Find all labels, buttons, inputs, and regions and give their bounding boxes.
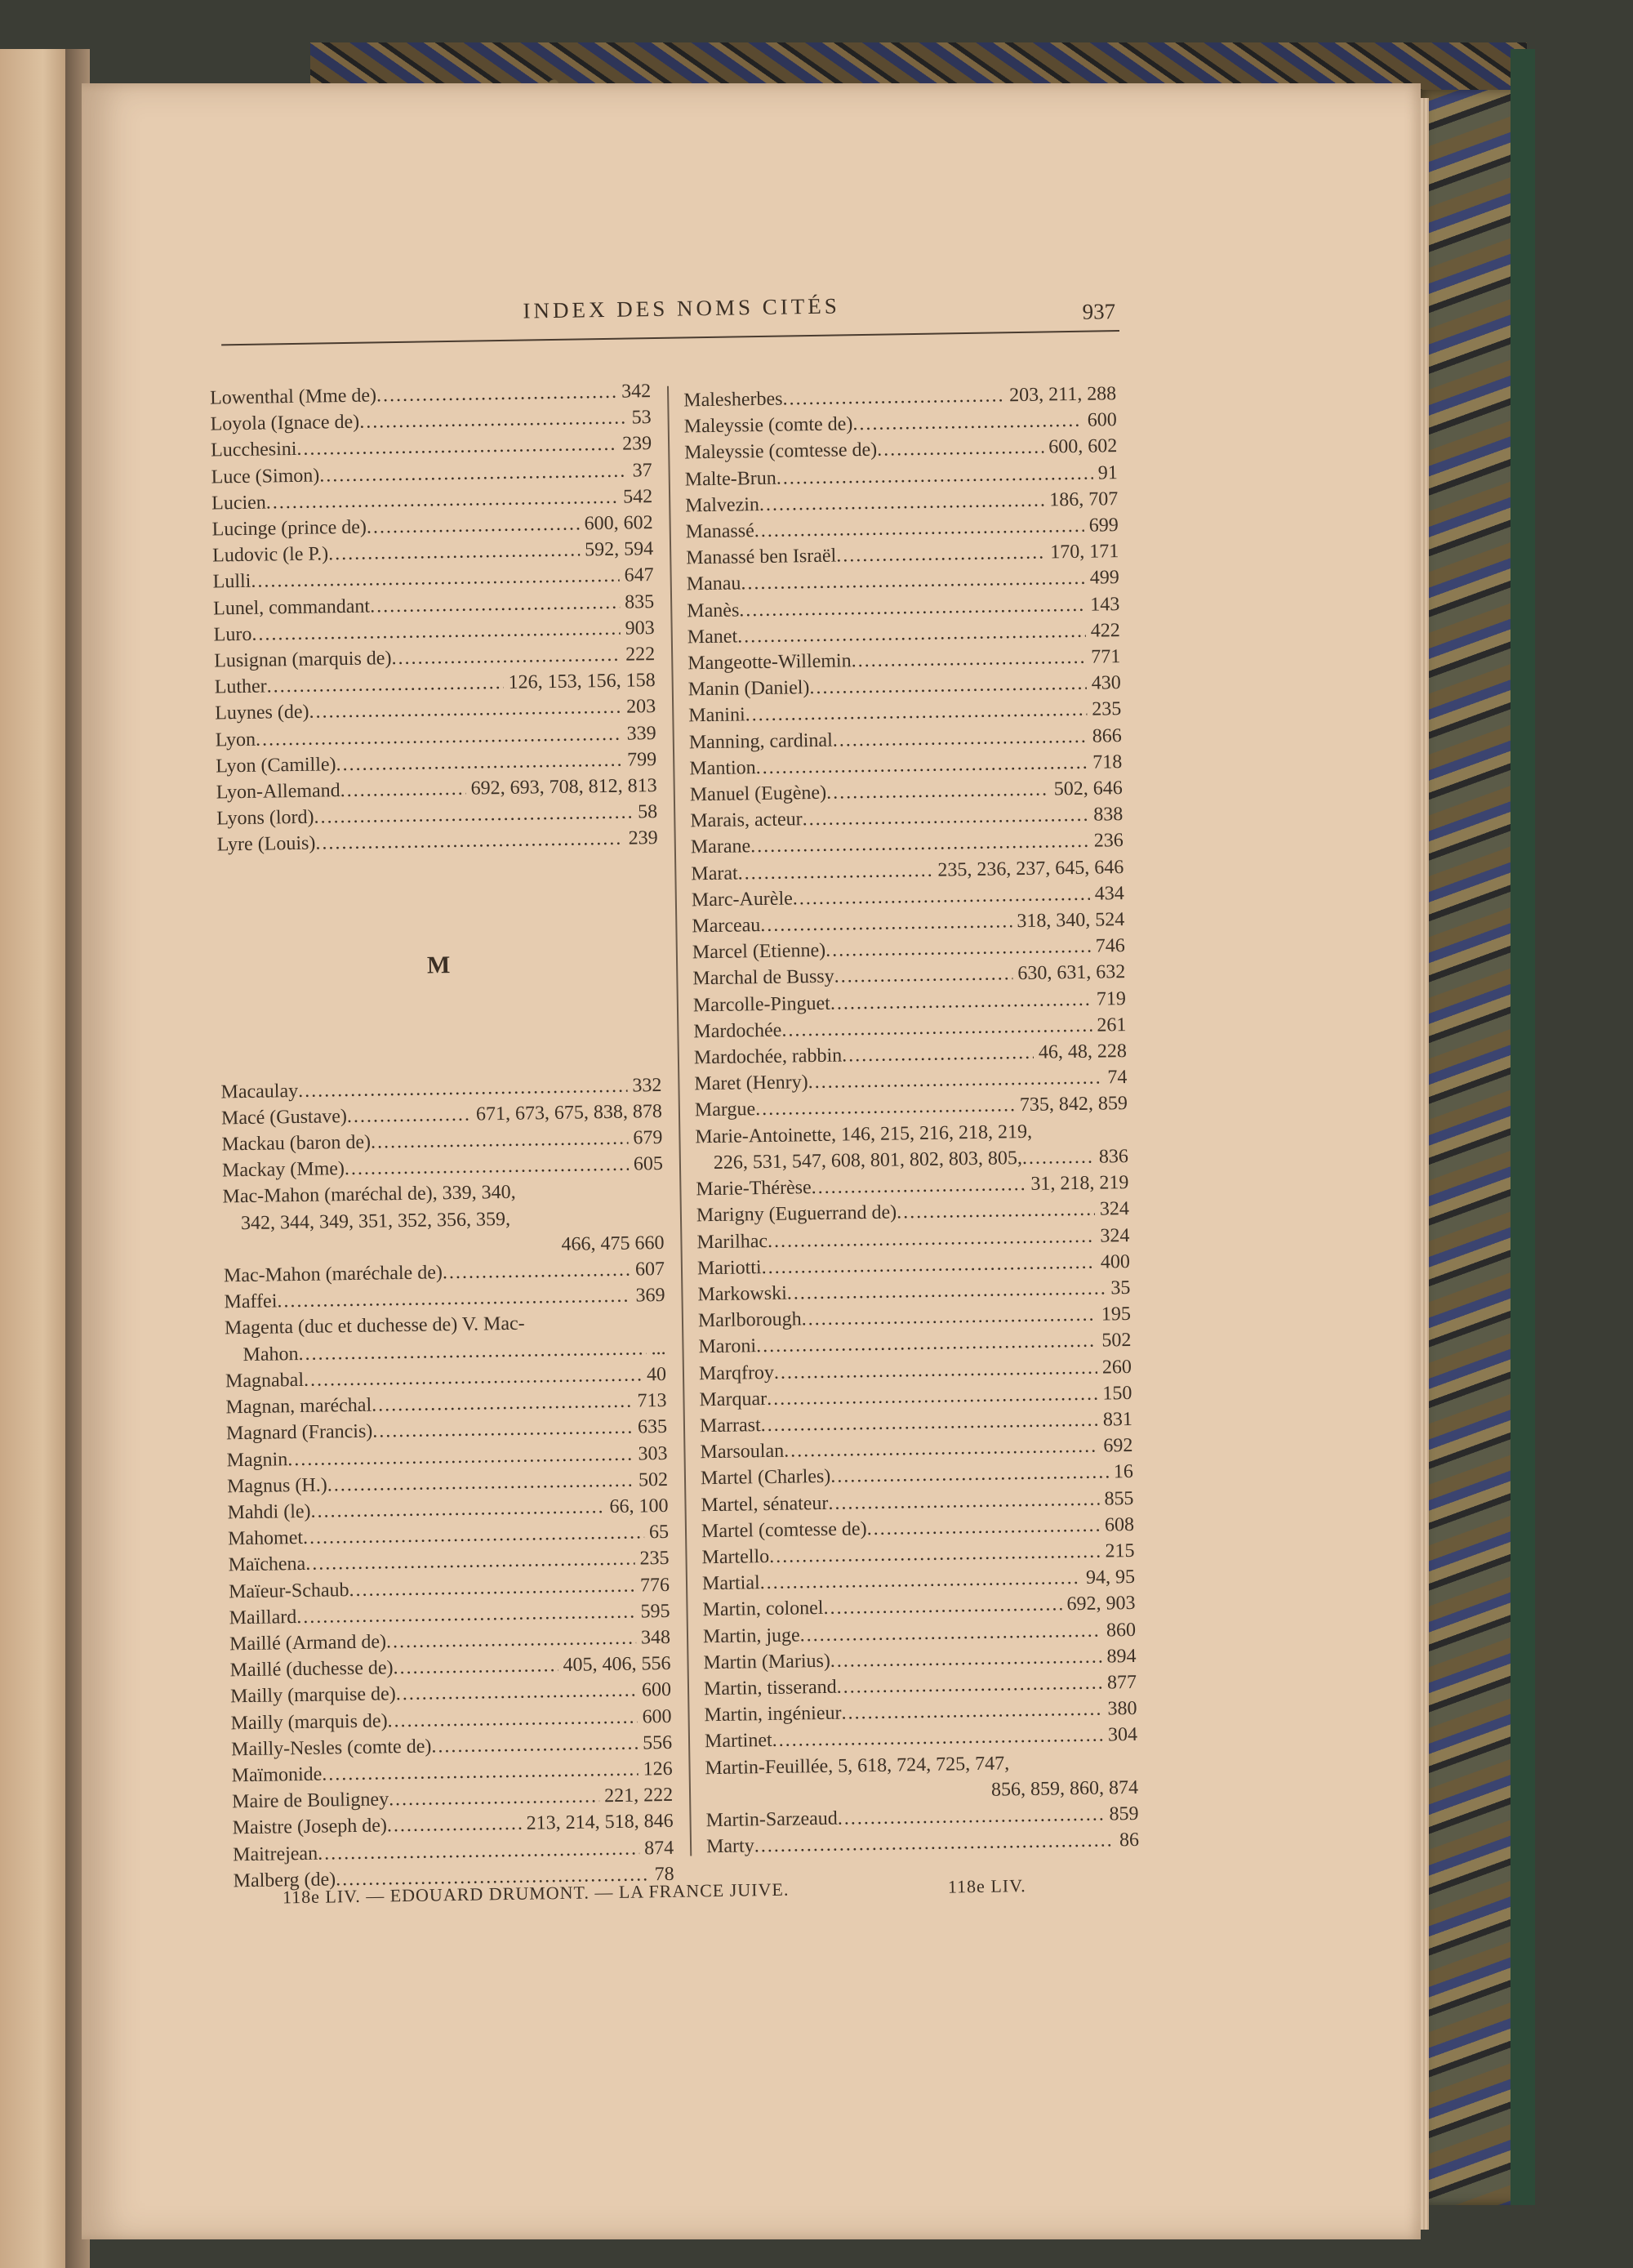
entry-name: Markowski xyxy=(697,1282,787,1306)
entry-name: Martin, ingénieur xyxy=(704,1702,842,1727)
entry-pages: 380 xyxy=(1107,1698,1137,1720)
entry-pages: 239 xyxy=(628,827,658,850)
entry-name: Mackau (baron de) xyxy=(221,1131,372,1156)
entry-pages: 735, 842, 859 xyxy=(1019,1093,1128,1116)
entry-pages: 303 xyxy=(638,1442,668,1464)
entry-name: Luro xyxy=(213,623,252,646)
entry-pages: 874 xyxy=(1108,1776,1139,1799)
entry-pages: 65 xyxy=(648,1522,670,1544)
entry-name: Lyon xyxy=(215,729,256,751)
leader-dots xyxy=(1022,1144,1094,1172)
entry-pages: 66, 100 xyxy=(609,1495,669,1517)
entry-name: Marc-Aurèle xyxy=(691,888,794,911)
entry-pages: 422 xyxy=(1090,619,1120,642)
entry-name: Martial xyxy=(701,1572,760,1595)
leader-dots xyxy=(372,1388,633,1419)
leader-dots xyxy=(372,1415,633,1445)
entry-pages: 35 xyxy=(1110,1277,1131,1299)
entry-name: Malte-Brun xyxy=(684,467,776,491)
entry-pages: 304 xyxy=(1107,1724,1138,1746)
entry-pages: 556 xyxy=(642,1731,673,1754)
entry-pages: 635 xyxy=(637,1416,668,1438)
entry-name: Magenta (duc et duchesse de) V. Mac- xyxy=(224,1313,525,1339)
entry-pages: 671, 673, 675, 838, 878 xyxy=(475,1100,663,1125)
entry-pages: 502 xyxy=(638,1468,669,1491)
leader-dots xyxy=(277,1283,631,1315)
right-column-entries xyxy=(683,381,1139,1860)
entry-name: Maitrejean xyxy=(232,1842,318,1865)
entry-pages: 605 xyxy=(633,1153,664,1175)
entry-pages: 647 xyxy=(624,564,654,587)
entry-pages: 679 xyxy=(633,1127,663,1149)
entry-name: Lowenthal (Mme de) xyxy=(209,385,377,409)
entry-pages: 239 xyxy=(621,433,652,456)
entry-pages: 718 xyxy=(1092,751,1123,773)
entry-pages: 600, 602 xyxy=(584,512,653,535)
entry-pages: 600, 602 xyxy=(1048,435,1118,458)
leader-dots xyxy=(737,857,932,886)
entry-name: Malberg (de) xyxy=(233,1869,336,1892)
entry-name: Martello xyxy=(701,1545,770,1569)
entry-name: Lucchesini xyxy=(210,439,297,461)
entry-pages: 600 xyxy=(1087,409,1117,431)
entry-name: Marlborough xyxy=(697,1308,802,1332)
entry-name: Malvezin xyxy=(685,493,760,517)
entry-pages: 903 xyxy=(625,617,655,639)
entry-name: 342, 344, 349, 351, 352, 356, 359, xyxy=(240,1208,511,1234)
entry-pages: 94, 95 xyxy=(1085,1566,1136,1589)
entry-pages: 235, 236, 237, 645, 646 xyxy=(937,856,1124,881)
entry-name: Marat xyxy=(691,862,738,885)
entry-name: Magnus (H.) xyxy=(226,1474,327,1498)
entry-pages: 236 xyxy=(1093,830,1124,853)
entry-pages: 91 xyxy=(1097,461,1118,484)
entry-pages: 771 xyxy=(1091,646,1121,668)
entry-pages: 776 xyxy=(639,1574,670,1596)
leader-dots xyxy=(830,1643,1102,1673)
entry-name: Lucien xyxy=(211,492,267,515)
entry-name: Manau xyxy=(686,573,741,595)
entry-name: 856, 859, 860, xyxy=(990,1777,1105,1801)
entry-pages: 838 xyxy=(1093,804,1124,826)
entry-name: Maleyssie (comtesse de) xyxy=(684,439,878,464)
entry-name: Marceau xyxy=(692,915,761,938)
entry-name: Marrast xyxy=(699,1415,761,1437)
entry-name: Mardochée, rabbin xyxy=(693,1045,843,1069)
leader-dots xyxy=(830,1459,1109,1490)
entry-pages: 126 xyxy=(643,1758,673,1780)
leader-dots xyxy=(391,642,621,672)
entry-pages: 186, 707 xyxy=(1049,488,1119,511)
entry-pages: 339 xyxy=(626,722,656,745)
entry-name: Margue xyxy=(694,1098,756,1121)
entry-pages: 874 xyxy=(643,1837,674,1859)
entry-name: Magnin xyxy=(226,1448,288,1471)
entry-name: Marie-Antoinette, 146, 215, 216, 218, 219, xyxy=(695,1121,1033,1148)
entry-pages: 799 xyxy=(626,748,657,771)
left-column xyxy=(210,378,674,1894)
page-number: 937 xyxy=(1082,299,1116,324)
entry-pages: 835 xyxy=(624,590,655,613)
leader-dots xyxy=(347,1102,472,1130)
entry-name: Mac-Mahon (maréchale de) xyxy=(223,1262,443,1287)
entry-pages: 235 xyxy=(639,1548,670,1570)
entry-pages: 222 xyxy=(625,644,656,666)
entry-name: Magnabal xyxy=(225,1369,305,1392)
entry-name: Mackay (Mme) xyxy=(221,1158,345,1182)
entry-name: Marilhac xyxy=(696,1230,768,1253)
entry-name: Macé (Gustave) xyxy=(220,1105,348,1130)
entry-pages: 592, 594 xyxy=(584,538,654,561)
leader-dots xyxy=(811,1171,1026,1201)
entry-name: Marcolle-Pinguet xyxy=(692,992,831,1017)
entry-name: Mahomet xyxy=(227,1527,304,1550)
leader-dots xyxy=(823,1592,1062,1622)
leader-dots xyxy=(828,1486,1100,1516)
entry-pages: 630, 631, 632 xyxy=(1017,961,1126,985)
entry-name: Marqfroy xyxy=(698,1361,775,1384)
entry-name: Maret (Henry) xyxy=(694,1072,808,1095)
entry-name: Mailly (marquis de) xyxy=(230,1709,388,1734)
entry-name: Lusignan (marquis de) xyxy=(214,648,392,672)
entry-name: Mailly (marquise de) xyxy=(229,1683,396,1708)
entry-pages: 324 xyxy=(1100,1224,1130,1247)
leader-dots xyxy=(387,1811,522,1839)
entry-pages: 221, 222 xyxy=(603,1785,674,1807)
entry-name: Mac-Mahon (maréchal de), 339, 340, xyxy=(222,1182,516,1208)
leader-dots xyxy=(830,986,1092,1016)
leader-dots xyxy=(897,1196,1095,1226)
entry-name: Lyre (Louis) xyxy=(216,833,316,856)
entry-name: Manning, cardinal xyxy=(688,729,833,754)
section-letter: M xyxy=(426,951,452,979)
leader-dots xyxy=(877,434,1044,463)
entry-name: Martel (Charles) xyxy=(700,1466,831,1490)
entry-pages: 348 xyxy=(640,1626,671,1649)
entry-name: Luce (Simon) xyxy=(211,465,320,488)
entry-name: Lyon-Allemand xyxy=(216,780,340,804)
entry-name: Ludovic (le P.) xyxy=(211,543,329,567)
entry-pages: 235 xyxy=(1092,698,1122,721)
entry-pages: 502 xyxy=(1101,1330,1132,1352)
entry-name: Maïeur-Schaub xyxy=(228,1579,349,1602)
leader-dots xyxy=(772,1722,1103,1754)
footer-signature-right: 118e LIV. xyxy=(947,1875,1026,1897)
entry-pages: 369 xyxy=(635,1285,665,1307)
entry-name: Marigny (Euguerrand de) xyxy=(696,1201,897,1227)
entry-name: Martel (comtesse de) xyxy=(701,1517,867,1543)
entry-pages: 542 xyxy=(622,485,653,508)
leader-dots xyxy=(266,670,503,700)
entry-name: Martin-Feuillée, 5, 618, 724, 725, 747, xyxy=(705,1752,1010,1779)
entry-name: Lyon (Camille) xyxy=(216,754,336,778)
entry-pages: 318, 340, 524 xyxy=(1017,909,1125,933)
entry-name: Mahon xyxy=(243,1343,299,1366)
entry-name: Mahdi (le) xyxy=(227,1500,311,1524)
entry-name: Maistre (Joseph de) xyxy=(232,1815,388,1839)
leader-dots xyxy=(866,1512,1100,1542)
leader-dots xyxy=(371,1125,629,1156)
entry-name: Manassé ben Israël xyxy=(686,545,837,569)
entry-name: Martin-Sarzeaud xyxy=(705,1807,839,1832)
entry-pages: 405, 406, 556 xyxy=(563,1653,671,1677)
entry-pages: 203 xyxy=(625,696,656,719)
entry-pages: 342 xyxy=(621,381,652,403)
entry-pages: 502, 646 xyxy=(1053,778,1123,800)
leader-dots xyxy=(315,826,624,857)
leader-dots xyxy=(386,1624,637,1655)
entry-pages: 692 xyxy=(1103,1435,1133,1457)
leader-dots xyxy=(393,1652,558,1681)
leader-dots xyxy=(443,1257,631,1286)
entry-name: Maïmonide xyxy=(231,1763,323,1787)
entry-name: Lunel, commandant xyxy=(212,595,371,620)
entry-pages: 860 xyxy=(1106,1619,1137,1642)
running-head: INDEX DES NOMS CITÉS xyxy=(523,293,840,323)
entry-name: Manin (Daniel) xyxy=(687,677,810,701)
entry-name: Marquar xyxy=(699,1388,768,1411)
entry-name: Maillé (duchesse de) xyxy=(229,1657,394,1682)
entry-pages: 215 xyxy=(1105,1539,1135,1562)
entry-name: Maleyssie (comte de) xyxy=(683,413,853,438)
entry-name: Manès xyxy=(687,599,740,622)
entry-name: Mardochée xyxy=(693,1019,782,1043)
leader-dots xyxy=(367,510,580,540)
entry-name: Maillard xyxy=(229,1606,297,1629)
entry-name: Marchal de Bussy xyxy=(692,966,834,990)
entry-pages: 430 xyxy=(1091,672,1121,694)
entry-pages: 434 xyxy=(1094,882,1125,905)
entry-name: 226, 531, 547, 608, 801, 802, 803, 805, xyxy=(713,1147,1023,1174)
entry-name: Loyola (Ignace de) xyxy=(210,411,360,435)
left-column-m-entries xyxy=(220,1072,674,1895)
leader-dots xyxy=(755,1093,1015,1123)
leader-dots xyxy=(345,1152,630,1183)
entry-name: Malesherbes xyxy=(683,388,783,412)
entry-pages: 719 xyxy=(1096,987,1127,1010)
entry-pages: 332 xyxy=(632,1074,662,1097)
entry-name: Manini xyxy=(688,704,745,727)
entry-pages: 608 xyxy=(1104,1513,1135,1536)
entry-name: Manuel (Eugène) xyxy=(689,782,827,806)
entry-name: Marais, acteur xyxy=(690,809,803,832)
right-column xyxy=(683,381,1139,1860)
entry-name: Mailly-Nesles (comte de) xyxy=(230,1736,432,1761)
entry-pages: 40 xyxy=(646,1363,667,1386)
entry-pages: 831 xyxy=(1102,1408,1133,1431)
entry-name: Manet xyxy=(687,626,738,648)
entry-name: Manassé xyxy=(685,520,754,543)
entry-name: Martinet xyxy=(704,1730,772,1753)
entry-pages: 660 xyxy=(634,1232,665,1254)
entry-pages: 855 xyxy=(1104,1487,1134,1510)
leader-dots xyxy=(760,908,1012,938)
entry-pages: 78 xyxy=(654,1863,674,1885)
entry-name: Mangeotte-Willemin xyxy=(687,650,852,675)
entry-name: Lyons (lord) xyxy=(216,806,314,830)
entry-name: Magnard (Francis) xyxy=(225,1420,373,1445)
entry-pages: 213, 214, 518, 846 xyxy=(526,1811,674,1835)
entry-name: Mantion xyxy=(689,756,756,780)
leader-dots xyxy=(389,1783,600,1812)
entry-pages: 836 xyxy=(1098,1145,1129,1168)
leader-dots xyxy=(833,723,1088,753)
entry-name: Mariotti xyxy=(696,1256,762,1280)
leader-dots xyxy=(838,1802,1105,1832)
leader-dots xyxy=(852,408,1083,438)
entry-pages: 143 xyxy=(1090,593,1120,616)
entry-name: Maffei xyxy=(224,1290,278,1313)
entry-pages: 58 xyxy=(637,801,658,823)
entry-name: Macaulay xyxy=(220,1080,299,1103)
entry-pages: 877 xyxy=(1106,1671,1137,1694)
entry-pages: 746 xyxy=(1095,935,1126,957)
entry-name: Magnan, maréchal xyxy=(225,1394,372,1419)
leader-dots xyxy=(376,379,617,409)
entry-name: Maillé (Armand de) xyxy=(229,1631,387,1655)
entry-pages: 170, 171 xyxy=(1050,541,1119,564)
leader-dots xyxy=(825,933,1091,964)
entry-pages: 324 xyxy=(1099,1198,1130,1220)
entry-pages: 74 xyxy=(1107,1067,1128,1089)
entry-pages: 499 xyxy=(1089,567,1119,590)
entry-name: Luther xyxy=(214,675,267,698)
entry-pages: 150 xyxy=(1102,1382,1132,1405)
leader-dots xyxy=(359,405,627,435)
entry-pages: 37 xyxy=(632,459,652,482)
leader-dots xyxy=(395,1678,637,1708)
entry-pages: 260 xyxy=(1101,1356,1132,1379)
leader-dots xyxy=(387,1704,638,1734)
entry-name: Martin, tisserand xyxy=(703,1676,837,1700)
entry-pages: 866 xyxy=(1092,724,1122,747)
entry-name: Marty xyxy=(705,1835,754,1858)
leader-dots xyxy=(836,1670,1102,1700)
leader-dots xyxy=(782,382,1004,412)
entry-pages: 692, 903 xyxy=(1066,1593,1136,1615)
footer-signature: 118e LIV. — EDOUARD DRUMONT. — LA FRANCE JUIVE. xyxy=(282,1878,790,1908)
entry-name: Maroni xyxy=(698,1335,757,1358)
entry-pages: 894 xyxy=(1106,1645,1137,1668)
entry-pages: 600 xyxy=(642,1705,672,1727)
entry-name: Martel, sénateur xyxy=(701,1492,829,1516)
entry-name: Lulli xyxy=(212,571,251,593)
entry-pages: 195 xyxy=(1101,1303,1132,1326)
index-entry xyxy=(706,1827,1139,1860)
entry-name: Maire de Bouligney xyxy=(231,1789,389,1813)
left-column-top-entries xyxy=(210,378,658,858)
entry-name: Maïchena xyxy=(228,1553,306,1576)
entry-pages: 595 xyxy=(640,1600,670,1623)
entry-name: 466, 475 xyxy=(561,1232,630,1255)
entry-pages: 46, 48, 228 xyxy=(1038,1040,1128,1063)
header-rule xyxy=(221,330,1119,345)
leader-dots xyxy=(841,1696,1103,1727)
leader-dots xyxy=(851,644,1086,675)
entry-pages: 126, 153, 156, 158 xyxy=(508,670,656,694)
entry-pages: 203, 211, 288 xyxy=(1008,383,1117,407)
entry-pages: 699 xyxy=(1088,515,1119,537)
entry-name: Martin, juge xyxy=(702,1624,800,1647)
entry-pages: ... xyxy=(651,1337,666,1359)
leader-dots xyxy=(431,1730,638,1759)
entry-name: Marcel (Etienne) xyxy=(692,940,826,964)
entry-name: Marane xyxy=(690,835,751,858)
leader-dots xyxy=(754,1828,1115,1860)
leader-dots xyxy=(834,961,1012,991)
entry-pages: 607 xyxy=(634,1259,665,1281)
leader-dots xyxy=(370,589,621,619)
entry-pages: 261 xyxy=(1097,1014,1127,1036)
entry-name: Lucinge (prince de) xyxy=(211,516,367,541)
entry-pages: 86 xyxy=(1119,1829,1140,1851)
leader-dots xyxy=(826,777,1049,806)
leader-dots xyxy=(809,671,1087,702)
entry-name: Marsoulan xyxy=(700,1440,785,1464)
entry-pages: 400 xyxy=(1100,1250,1131,1273)
entry-name: Luynes (de) xyxy=(215,702,309,724)
entry-pages: 600 xyxy=(641,1679,672,1701)
entry-pages: 53 xyxy=(631,407,652,429)
entry-name: Marie-Thérèse xyxy=(696,1177,812,1201)
entry-name: Martin, colonel xyxy=(702,1597,824,1621)
entry-pages: 692, 693, 708, 812, 813 xyxy=(470,775,657,800)
leader-dots xyxy=(340,776,466,804)
entry-pages: 16 xyxy=(1113,1461,1134,1483)
entry-pages: 859 xyxy=(1109,1802,1139,1825)
leader-dots xyxy=(842,1040,1034,1069)
entry-pages: 31, 218, 219 xyxy=(1030,1172,1129,1195)
leader-dots xyxy=(328,537,580,568)
leader-dots xyxy=(836,540,1046,569)
entry-name: Martin (Marius) xyxy=(703,1650,831,1674)
entry-pages: 713 xyxy=(637,1390,667,1412)
